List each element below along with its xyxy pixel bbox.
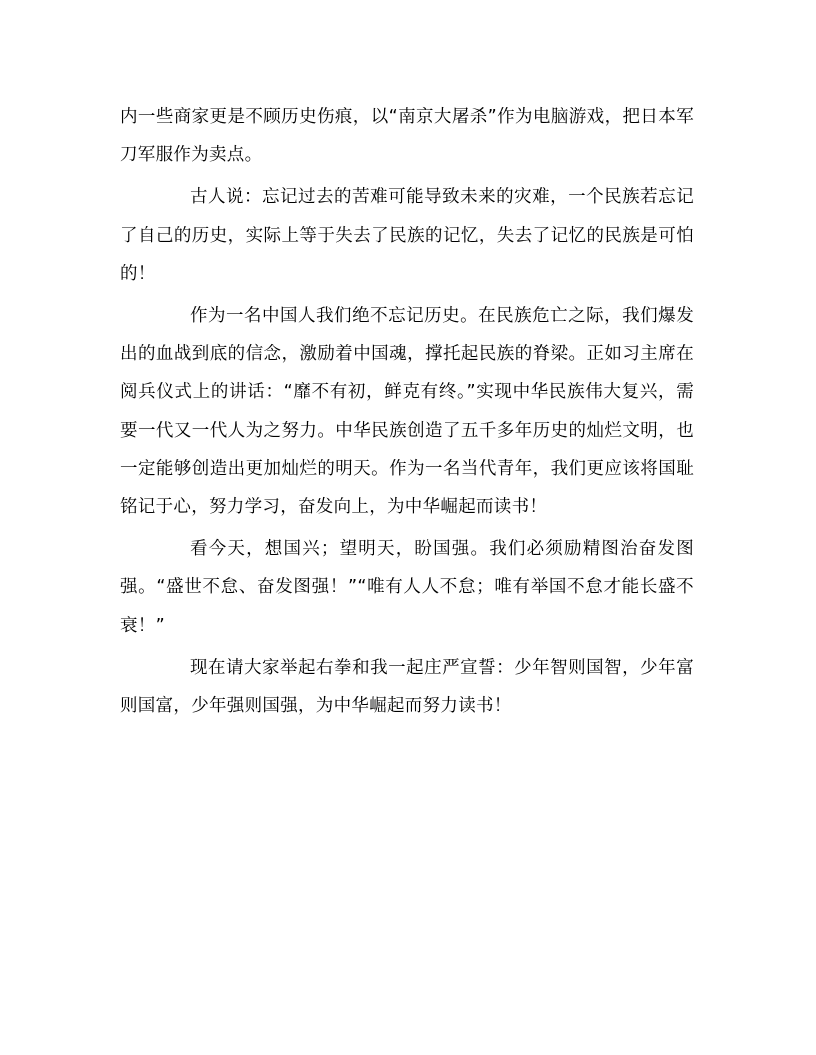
paragraph-ancient-saying: 古人说：忘记过去的苦难可能导致未来的灾难，一个民族若忘记了自己的历史，实际上等于失去了民族的记忆，失去了记忆的民族是可怕的！ — [120, 187, 694, 284]
paragraph-oath: 现在请大家举起右拳和我一起庄严宣誓：少年智则国智，少年富则国富，少年强则国强，为中华崛起而努力读书！ — [120, 657, 694, 717]
paragraph-look-today: 看今天，想国兴；望明天，盼国强。我们必须励精图治奋发图强。“盛世不怠、奋发图强！”“唯有人人不怠；唯有举国不怠才能长盛不衰！” — [120, 539, 694, 636]
document-body — [120, 98, 694, 729]
paragraph-never-forget-history: 作为一名中国人我们绝不忘记历史。在民族危亡之际，我们爆发出的血战到底的信念，激励着中国魂，撑托起民族的脊梁。正如习主席在阅兵仪式上的讲话：“靡不有初，鲜克有终。”实现中华民族伟大复兴，需要一代又一代人为之努力。中华民族创造了五千多年历史的灿烂文明，也一定能够创造出更加灿烂的明天。作为一名当代青年，我们更应该将国耻铭记于心，努力学习，奋发向上，为中华崛起而读书！ — [120, 306, 694, 518]
paragraph-continuation: 内一些商家更是不顾历史伤痕，以“南京大屠杀”作为电脑游戏，把日本军刀军服作为卖点。 — [120, 107, 694, 166]
